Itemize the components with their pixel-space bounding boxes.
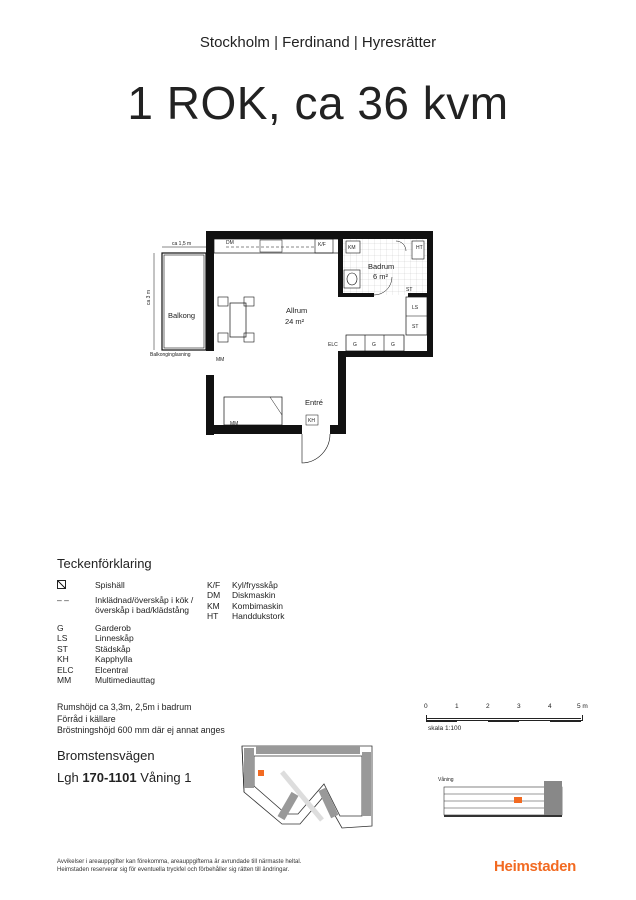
site-plan — [222, 732, 390, 840]
legend-code: MM — [57, 675, 72, 686]
label-balcony: Balkong — [168, 311, 196, 320]
legend-text: Multimediauttag — [95, 675, 156, 686]
floor-marker — [514, 797, 522, 803]
legend-code: LS — [57, 633, 68, 644]
street-name: Bromstensvägen — [57, 748, 155, 763]
info-line: Rumshöjd ca 3,3m, 2,5m i badrum — [57, 702, 192, 712]
legend-code: ST — [57, 643, 68, 654]
label-balcony-glazing: Balkonginglasning — [150, 352, 191, 358]
scale-tick: 0 — [424, 703, 428, 710]
legend-text: Kapphylla — [95, 654, 133, 665]
info-line: Bröstningshöjd 600 mm där ej annat anges — [57, 725, 225, 735]
label-kh: KH — [308, 418, 315, 424]
legend-text: Handdukstork — [232, 611, 285, 622]
legend-text: Elcentral — [95, 664, 129, 675]
label-entry: Entré — [305, 398, 323, 407]
heimstaden-logo: Heimstaden — [494, 858, 577, 875]
apartment-floor: Våning 1 — [140, 770, 192, 785]
footer-line: Heimstaden reserverar sig för eventuella tryckfel och förbehåller sig rätten till ändringar. — [57, 867, 290, 873]
label-ls: LS — [412, 305, 419, 311]
label-living-area: 24 m² — [285, 317, 305, 326]
label-kf: K/F — [318, 242, 326, 248]
label-mm1: MM — [216, 357, 225, 363]
legend-text: Diskmaskin — [232, 590, 276, 601]
apartment-id — [57, 770, 192, 785]
legend-code: KM — [207, 600, 220, 611]
legend-text: Spishäll — [95, 580, 125, 590]
label-g1: G — [353, 342, 357, 348]
legend-code: K/F — [207, 580, 221, 590]
scale-tick: 5 m — [577, 703, 588, 710]
label-g3: G — [391, 342, 395, 348]
section-label: Våning — [438, 777, 454, 783]
footer-line: Avvikelser i areauppgifter kan förekomma, areauppgifterna är avrundade till närmaste heltal. — [57, 859, 302, 865]
label-km: KM — [348, 245, 356, 251]
legend-row — [207, 580, 327, 590]
legend-text: Städskåp — [95, 643, 131, 654]
legend-code: HT — [207, 611, 219, 622]
legend-row — [57, 675, 207, 685]
apartment-info — [57, 702, 225, 737]
label-dm: DM — [226, 240, 234, 246]
label-bath-area: 6 m² — [373, 272, 388, 281]
footer-disclaimer — [57, 858, 301, 874]
info-line: Förråd i källare — [57, 713, 116, 724]
label-st: ST — [412, 324, 419, 330]
hob-icon — [57, 580, 95, 595]
apartment-prefix: Lgh — [57, 770, 79, 785]
legend-row — [57, 665, 207, 675]
apartment-number: 170-1101 — [82, 770, 137, 785]
page-title: 1 ROK, ca 36 kvm — [127, 77, 509, 129]
legend-row — [57, 633, 207, 643]
legend-code: ELC — [57, 664, 74, 675]
label-g2: G — [372, 342, 376, 348]
legend-row — [57, 644, 207, 654]
legend-row — [207, 601, 327, 611]
legend-text: Linneskåp — [95, 633, 134, 644]
scale-label: skala 1:100 — [428, 725, 462, 732]
section-view — [436, 773, 572, 833]
label-mm2: MM — [230, 421, 239, 427]
legend-row — [207, 590, 327, 600]
scale-tick: 2 — [486, 703, 490, 710]
legend-row — [57, 654, 207, 664]
dim-width: ca 1,5 m — [172, 241, 192, 247]
page-header: Stockholm | Ferdinand | Hyresrätter — [199, 34, 437, 51]
scale-tick: 4 — [548, 703, 552, 710]
label-elc: ELC — [328, 342, 338, 348]
legend-row — [207, 611, 327, 621]
floor-plan — [140, 225, 440, 470]
label-ht: HT — [416, 245, 423, 251]
legend-text: Inklädnad/överskåp i kök /överskåp i bad/klädstång — [95, 595, 194, 616]
legend-code: KH — [57, 654, 69, 665]
legend-code: DM — [207, 590, 221, 601]
label-bathroom: Badrum — [368, 262, 395, 271]
legend-title: Teckenförklaring — [57, 556, 152, 571]
label-st-bath: ST — [406, 287, 413, 293]
legend-text: Kombimaskin — [232, 600, 284, 611]
scale-tick: 3 — [517, 703, 521, 710]
legend-code: G — [57, 623, 64, 633]
legend-col2 — [207, 580, 327, 622]
legend-col1 — [57, 580, 207, 685]
scale-bar — [424, 703, 594, 743]
legend-row — [57, 595, 207, 623]
legend-row — [57, 623, 207, 633]
legend-row — [57, 580, 207, 595]
apartment-marker — [258, 770, 264, 776]
legend-code: – – — [57, 595, 69, 605]
dim-depth: ca 3 m — [146, 289, 152, 305]
scale-tick: 1 — [455, 703, 459, 710]
label-living-room: Allrum — [286, 306, 308, 315]
legend-text: Garderob — [95, 623, 131, 633]
legend-text: Kyl/frysskåp — [232, 580, 278, 590]
